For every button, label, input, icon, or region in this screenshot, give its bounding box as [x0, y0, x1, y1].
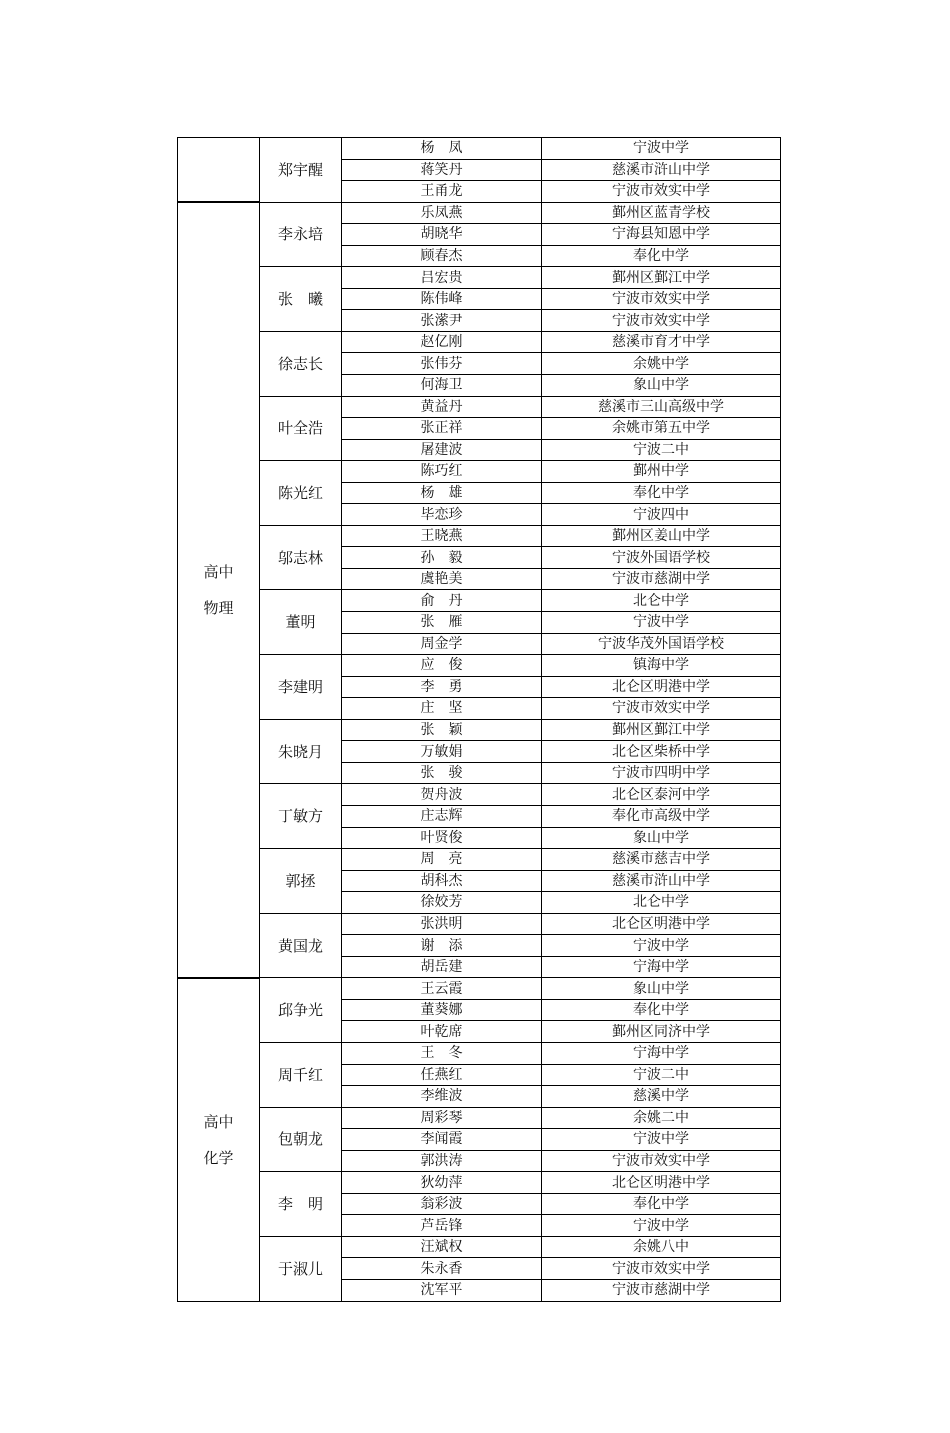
student-name-cell: 董葵娜 — [342, 999, 542, 1021]
student-name-cell: 叶乾席 — [342, 1021, 542, 1043]
student-name-cell: 胡科杰 — [342, 870, 542, 892]
mentor-name-cell: 郭拯 — [260, 849, 342, 914]
student-name-cell: 张伟芬 — [342, 353, 542, 375]
school-name-cell: 宁波市效实中学 — [542, 1258, 781, 1280]
school-name-cell: 宁海中学 — [542, 956, 781, 978]
school-name-cell: 宁波市慈湖中学 — [542, 568, 781, 590]
school-name-cell: 宁波市效实中学 — [542, 181, 781, 203]
student-name-cell: 贺舟波 — [342, 784, 542, 806]
student-name-cell: 周金学 — [342, 633, 542, 655]
student-name-cell: 应 俊 — [342, 655, 542, 677]
table-row — [178, 331, 781, 353]
table-row — [178, 590, 781, 612]
table-row — [178, 1042, 781, 1064]
school-name-cell: 宁波二中 — [542, 1064, 781, 1086]
school-name-cell: 镇海中学 — [542, 655, 781, 677]
student-name-cell: 陈巧红 — [342, 461, 542, 483]
school-name-cell: 慈溪中学 — [542, 1086, 781, 1108]
student-name-cell: 庄志辉 — [342, 805, 542, 827]
table-row — [178, 525, 781, 547]
school-name-cell: 慈溪市育才中学 — [542, 331, 781, 353]
mentor-name-cell: 朱晓月 — [260, 719, 342, 784]
table-row — [178, 849, 781, 871]
mentor-name-cell: 郑宇醒 — [260, 138, 342, 203]
school-name-cell: 宁波市效实中学 — [542, 698, 781, 720]
school-name-cell: 宁海中学 — [542, 1042, 781, 1064]
school-name-cell: 宁海县知恩中学 — [542, 224, 781, 246]
student-name-cell: 张洪明 — [342, 913, 542, 935]
school-name-cell: 象山中学 — [542, 827, 781, 849]
school-name-cell: 奉化中学 — [542, 245, 781, 267]
table-row — [178, 396, 781, 418]
student-name-cell: 何海卫 — [342, 375, 542, 397]
school-name-cell: 余姚八中 — [542, 1236, 781, 1258]
student-name-cell: 毕恋珍 — [342, 504, 542, 526]
school-name-cell: 慈溪市慈吉中学 — [542, 849, 781, 871]
table-row — [178, 461, 781, 483]
school-name-cell: 鄞州区姜山中学 — [542, 525, 781, 547]
subject-cell — [178, 202, 260, 978]
school-name-cell: 奉化中学 — [542, 1193, 781, 1215]
mentor-name-cell: 陈光红 — [260, 461, 342, 526]
student-name-cell: 胡晓华 — [342, 224, 542, 246]
school-name-cell: 鄞州区鄞江中学 — [542, 719, 781, 741]
mentor-name-cell: 邱争光 — [260, 978, 342, 1043]
student-name-cell: 李 勇 — [342, 676, 542, 698]
school-name-cell: 宁波市慈湖中学 — [542, 1279, 781, 1301]
student-name-cell: 俞 丹 — [342, 590, 542, 612]
mentor-student-table — [177, 137, 781, 1302]
student-name-cell: 吕宏贵 — [342, 267, 542, 289]
subject-label-line: 物理 — [203, 598, 234, 617]
table-row — [178, 138, 781, 160]
student-name-cell: 屠建波 — [342, 439, 542, 461]
school-name-cell: 北仑区明港中学 — [542, 913, 781, 935]
school-name-cell: 北仑区明港中学 — [542, 1172, 781, 1194]
mentor-name-cell: 包朝龙 — [260, 1107, 342, 1172]
mentor-name-cell: 张 曦 — [260, 267, 342, 332]
student-name-cell: 朱永香 — [342, 1258, 542, 1280]
school-name-cell: 宁波中学 — [542, 1215, 781, 1237]
student-name-cell: 王云霞 — [342, 978, 542, 1000]
school-name-cell: 余姚市第五中学 — [542, 418, 781, 440]
table-body — [178, 138, 781, 1302]
subject-label-line: 高中 — [203, 562, 234, 581]
school-name-cell: 宁波市四明中学 — [542, 762, 781, 784]
school-name-cell: 慈溪市三山高级中学 — [542, 396, 781, 418]
table-row — [178, 719, 781, 741]
table-row — [178, 913, 781, 935]
student-name-cell: 徐姣芳 — [342, 892, 542, 914]
school-name-cell: 鄞州中学 — [542, 461, 781, 483]
school-name-cell: 鄞州区鄞江中学 — [542, 267, 781, 289]
student-name-cell: 沈军平 — [342, 1279, 542, 1301]
school-name-cell: 余姚中学 — [542, 353, 781, 375]
student-name-cell: 陈伟峰 — [342, 288, 542, 310]
school-name-cell: 象山中学 — [542, 375, 781, 397]
student-name-cell: 周彩琴 — [342, 1107, 542, 1129]
school-name-cell: 宁波市效实中学 — [542, 310, 781, 332]
subject-label-line: 化学 — [203, 1148, 234, 1167]
mentor-name-cell: 周千红 — [260, 1042, 342, 1107]
mentor-name-cell: 叶全浩 — [260, 396, 342, 461]
student-name-cell: 汪斌权 — [342, 1236, 542, 1258]
mentor-name-cell: 李建明 — [260, 655, 342, 720]
subject-cell — [178, 138, 260, 203]
student-name-cell: 李维波 — [342, 1086, 542, 1108]
student-name-cell: 蒋笑丹 — [342, 159, 542, 181]
student-name-cell: 顾春杰 — [342, 245, 542, 267]
student-name-cell: 黄益丹 — [342, 396, 542, 418]
subject-cell — [178, 978, 260, 1301]
school-name-cell: 象山中学 — [542, 978, 781, 1000]
school-name-cell: 奉化中学 — [542, 482, 781, 504]
table-row — [178, 1172, 781, 1194]
student-name-cell: 翁彩波 — [342, 1193, 542, 1215]
school-name-cell: 宁波市效实中学 — [542, 1150, 781, 1172]
student-name-cell: 张 颖 — [342, 719, 542, 741]
mentor-name-cell: 邬志林 — [260, 525, 342, 590]
student-name-cell: 芦岳锋 — [342, 1215, 542, 1237]
table-row — [178, 655, 781, 677]
student-name-cell: 李闻霞 — [342, 1129, 542, 1151]
school-name-cell: 宁波外国语学校 — [542, 547, 781, 569]
mentor-name-cell: 董明 — [260, 590, 342, 655]
student-name-cell: 万敏娟 — [342, 741, 542, 763]
student-name-cell: 杨 凤 — [342, 138, 542, 160]
school-name-cell: 宁波二中 — [542, 439, 781, 461]
school-name-cell: 北仑区泰河中学 — [542, 784, 781, 806]
student-name-cell: 王晓燕 — [342, 525, 542, 547]
student-name-cell: 乐凤燕 — [342, 202, 542, 224]
table-row — [178, 1236, 781, 1258]
school-name-cell: 宁波中学 — [542, 1129, 781, 1151]
school-name-cell: 奉化市高级中学 — [542, 805, 781, 827]
student-name-cell: 王 冬 — [342, 1042, 542, 1064]
student-name-cell: 任燕红 — [342, 1064, 542, 1086]
school-name-cell: 北仑区明港中学 — [542, 676, 781, 698]
table-row — [178, 978, 781, 1000]
school-name-cell: 北仑中学 — [542, 590, 781, 612]
student-name-cell: 杨 雄 — [342, 482, 542, 504]
school-name-cell: 宁波四中 — [542, 504, 781, 526]
student-name-cell: 周 亮 — [342, 849, 542, 871]
student-name-cell: 王甬龙 — [342, 181, 542, 203]
table-row — [178, 267, 781, 289]
school-name-cell: 北仑中学 — [542, 892, 781, 914]
school-name-cell: 慈溪市浒山中学 — [542, 870, 781, 892]
student-name-cell: 张 骏 — [342, 762, 542, 784]
school-name-cell: 北仑区柴桥中学 — [542, 741, 781, 763]
student-name-cell: 张正祥 — [342, 418, 542, 440]
table-row — [178, 202, 781, 224]
student-name-cell: 胡岳建 — [342, 956, 542, 978]
student-name-cell: 郭洪涛 — [342, 1150, 542, 1172]
student-name-cell: 孙 毅 — [342, 547, 542, 569]
table-row — [178, 784, 781, 806]
mentor-name-cell: 丁敏方 — [260, 784, 342, 849]
student-name-cell: 赵亿刚 — [342, 331, 542, 353]
mentor-name-cell: 于淑儿 — [260, 1236, 342, 1301]
school-name-cell: 宁波中学 — [542, 935, 781, 957]
mentor-name-cell: 徐志长 — [260, 331, 342, 396]
mentor-name-cell: 李 明 — [260, 1172, 342, 1237]
school-name-cell: 宁波华茂外国语学校 — [542, 633, 781, 655]
school-name-cell: 鄞州区蓝青学校 — [542, 202, 781, 224]
student-name-cell: 谢 添 — [342, 935, 542, 957]
school-name-cell: 奉化中学 — [542, 999, 781, 1021]
school-name-cell: 余姚二中 — [542, 1107, 781, 1129]
school-name-cell: 慈溪市浒山中学 — [542, 159, 781, 181]
student-name-cell: 庄 坚 — [342, 698, 542, 720]
subject-label-line: 高中 — [203, 1112, 234, 1131]
student-name-cell: 叶贤俊 — [342, 827, 542, 849]
table-row — [178, 1107, 781, 1129]
student-name-cell: 张潆尹 — [342, 310, 542, 332]
school-name-cell: 宁波中学 — [542, 138, 781, 160]
mentor-name-cell: 黄国龙 — [260, 913, 342, 978]
school-name-cell: 宁波中学 — [542, 612, 781, 634]
student-name-cell: 狄幼萍 — [342, 1172, 542, 1194]
school-name-cell: 宁波市效实中学 — [542, 288, 781, 310]
student-name-cell: 虞艳美 — [342, 568, 542, 590]
school-name-cell: 鄞州区同济中学 — [542, 1021, 781, 1043]
mentor-name-cell: 李永培 — [260, 202, 342, 267]
student-name-cell: 张 雁 — [342, 612, 542, 634]
